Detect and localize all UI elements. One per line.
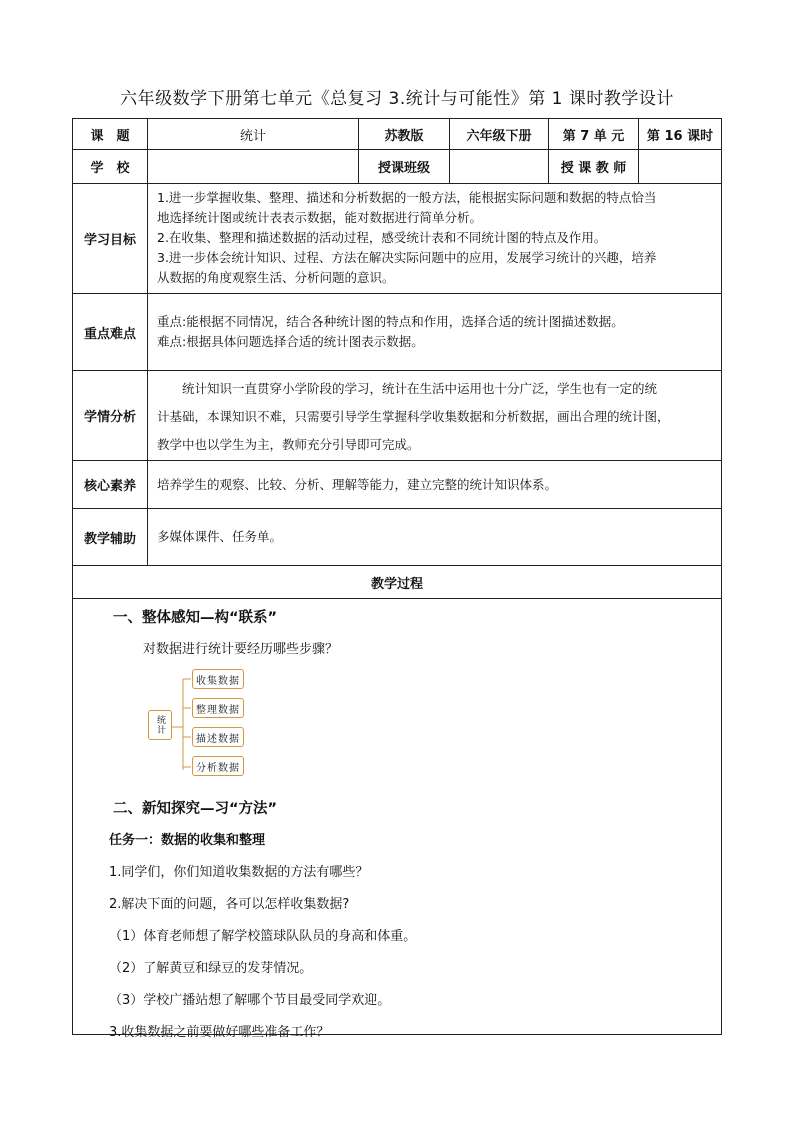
process-item: 1.同学们，你们知道收集数据的方法有哪些？ (109, 865, 369, 880)
section1-question: 对数据进行统计要经历哪些步骤？ (143, 642, 339, 657)
objective-line: 从数据的角度观察生活、分析问题的意识。 (157, 270, 395, 285)
subject-value: 统计 (148, 119, 359, 149)
objective-line: 地选择统计图或统计表表示数据，能对数据进行简单分析。 (157, 210, 483, 225)
unit: 第 7 单 元 (549, 119, 639, 149)
process-heading-row (73, 566, 721, 599)
school-row (73, 150, 721, 184)
analysis-line: 统计知识一直贯穿小学阶段的学习，统计在生活中运用也十分广泛，学生也有一定的统 (157, 381, 658, 396)
section2-title: 二、新知探究—习“方法” (113, 801, 278, 817)
class-label: 授课班级 (359, 150, 450, 183)
core-label: 核心素养 (73, 461, 148, 508)
key-points-text (157, 312, 709, 352)
teacher-value[interactable] (639, 150, 721, 183)
key-points-row (73, 294, 721, 371)
teacher-label: 授 课 教 师 (549, 150, 639, 183)
core-text: 培养学生的观察、比较、分析、理解等能力，建立完整的统计知识体系。 (157, 477, 558, 492)
lesson-plan-table (72, 118, 722, 1040)
class-value[interactable] (450, 150, 549, 183)
objectives-row (73, 184, 721, 294)
publisher: 苏教版 (359, 119, 450, 149)
school-label: 学 校 (73, 150, 148, 183)
diagram-root (148, 710, 172, 740)
lesson-number: 第 16 课时 (646, 128, 714, 144)
key-points-label: 重点难点 (73, 294, 148, 370)
document-title: 六年级数学下册第七单元《总复习 3.统计与可能性》第 1 课时教学设计 (120, 89, 674, 109)
core-row (73, 461, 721, 509)
objectives-label: 学习目标 (73, 184, 148, 293)
aids-row (73, 509, 721, 566)
school-value[interactable] (148, 150, 359, 183)
process-item: （1）体育老师想了解学校篮球队队员的身高和体重。 (109, 929, 417, 944)
key-point-line: 难点:根据具体问题选择合适的统计图表示数据。 (157, 334, 424, 349)
grade: 六年级下册 (450, 119, 549, 149)
aids-text: 多媒体课件、任务单。 (157, 529, 283, 544)
key-point-line: 重点:能根据不同情况，结合各种统计图的特点和作用，选择合适的统计图描述数据。 (157, 314, 624, 329)
process-content (73, 599, 721, 1040)
analysis-text (157, 375, 709, 459)
process-item: 3.收集数据之前要做好哪些准备工作？ (109, 1025, 330, 1040)
step-analyze: 分析数据 (192, 756, 244, 776)
process-item: （3）学校广播站想了解哪个节目最受同学欢迎。 (109, 993, 391, 1008)
section1-title: 一、整体感知—构“联系” (113, 610, 278, 626)
step-organize: 整理数据 (192, 698, 244, 718)
subject-label: 课 题 (73, 119, 148, 149)
objectives-text (157, 188, 709, 288)
statistics-steps-diagram (143, 666, 253, 776)
objective-line: 1.进一步掌握收集、整理、描述和分析数据的一般方法，能根据实际问题和数据的特点恰当 (157, 190, 657, 205)
step-collect: 收集数据 (192, 669, 244, 689)
objective-line: 2.在收集、整理和描述数据的活动过程，感受统计表和不同统计图的特点及作用。 (157, 230, 607, 245)
process-item: （2）了解黄豆和绿豆的发芽情况。 (109, 961, 313, 976)
aids-label: 教学辅助 (73, 509, 148, 565)
analysis-label: 学情分析 (73, 371, 148, 460)
process-item: 2.解决下面的问题，各可以怎样收集数据? (109, 897, 350, 912)
process-heading: 教学过程 (370, 576, 423, 592)
diagram-root-label: 统计 (155, 715, 165, 735)
task1-title: 任务一：数据的收集和整理 (109, 833, 266, 848)
analysis-row (73, 371, 721, 461)
step-describe: 描述数据 (192, 727, 244, 747)
objective-line: 3.进一步体会统计知识、过程、方法在解决实际问题中的应用，发展学习统计的兴趣，培养 (157, 250, 657, 265)
analysis-line: 教学中也以学生为主，教师充分引导即可完成。 (157, 437, 420, 452)
header-row (73, 119, 721, 150)
analysis-line: 计基础，本课知识不难，只需要引导学生掌握科学收集数据和分析数据，画出合理的统计图， (157, 409, 670, 424)
